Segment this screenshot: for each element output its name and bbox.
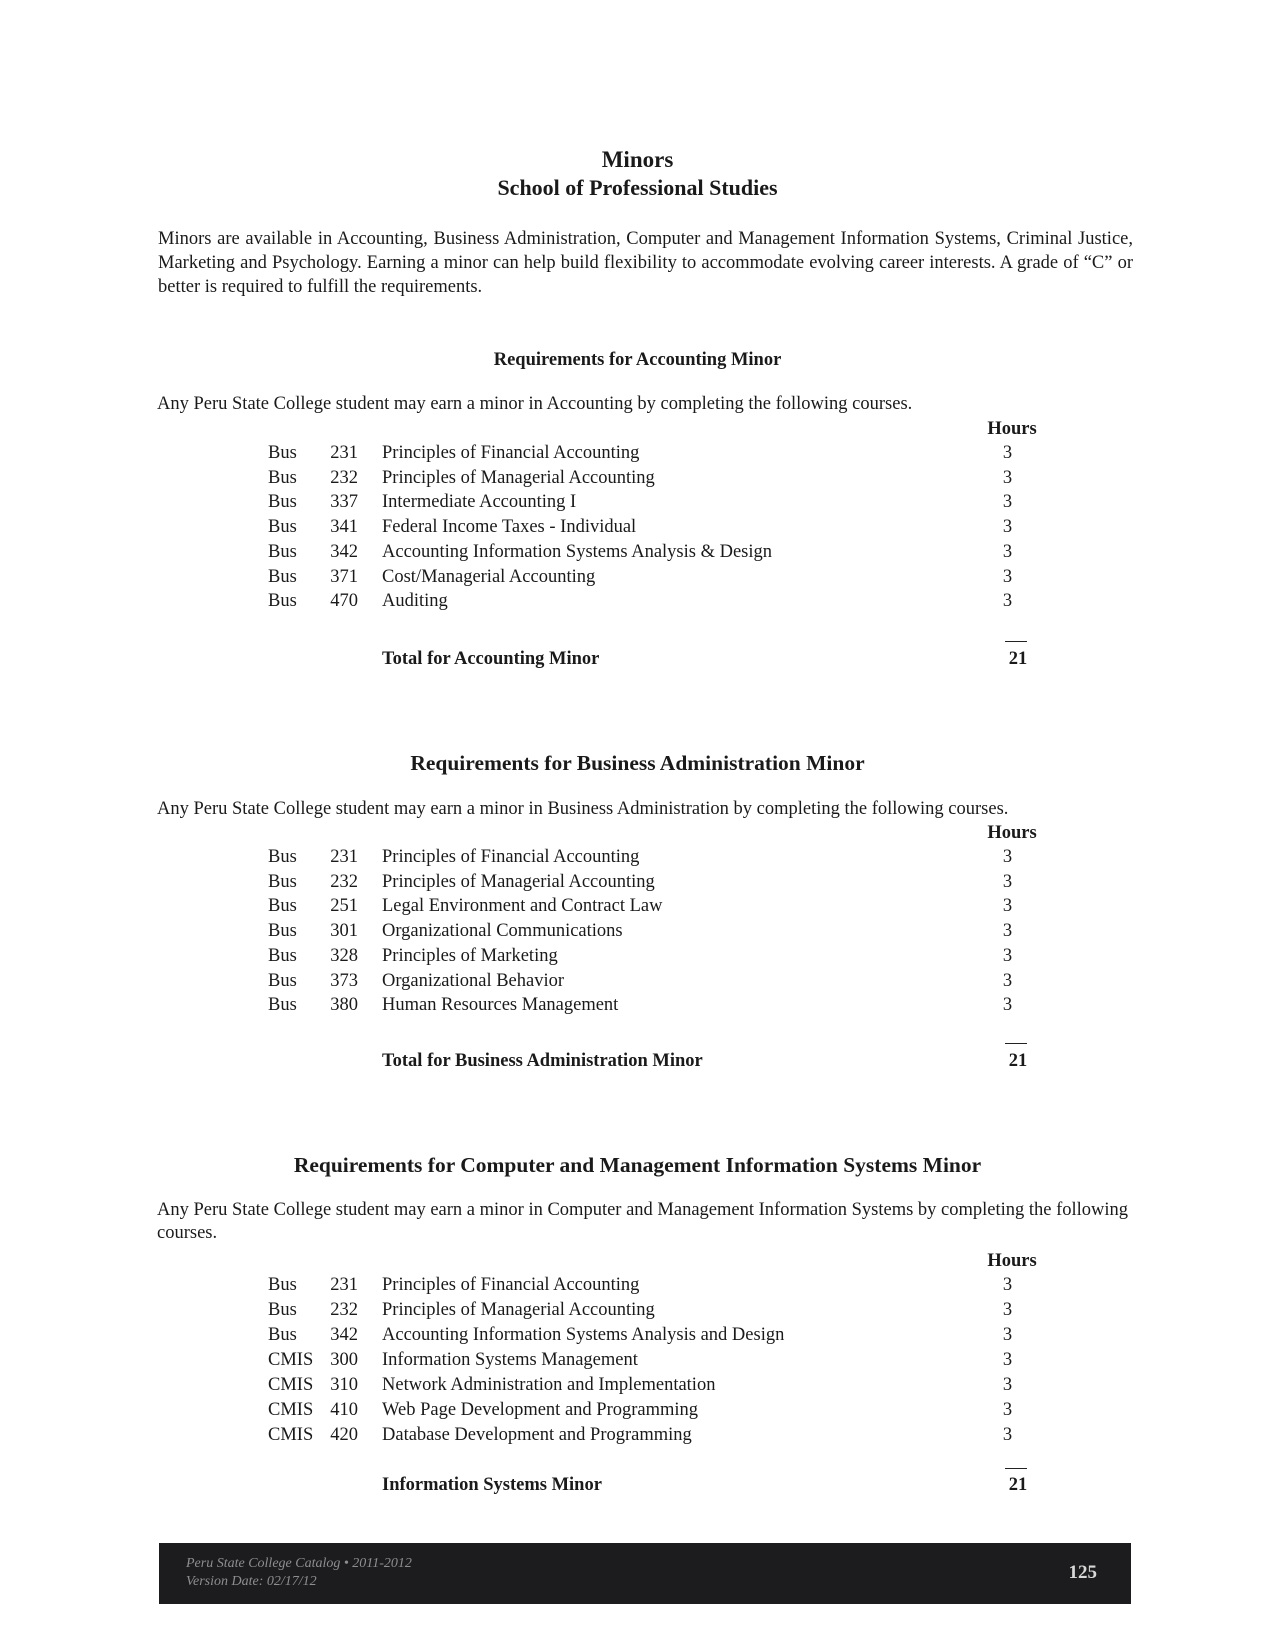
course-hours: 3: [1002, 591, 1013, 612]
course-number: 337: [330, 492, 358, 513]
course-dept: Bus: [268, 541, 297, 562]
hours-column-header: Hours: [987, 419, 1037, 439]
course-dept: Bus: [268, 847, 297, 867]
intro-paragraph: Minors are available in Accounting, Business Administration, Computer and Management Information Systems, Criminal Justice, Marketing and Psychology. Earning a minor can help build flexibility to accommodate evolving career interests. A grade of “C” or better is required to fulfill the requirements.: [158, 229, 1133, 297]
course-dept: Bus: [268, 896, 297, 917]
total-label: Total for Accounting Minor: [382, 649, 600, 669]
total-row: [0, 1049, 1275, 1075]
course-hours: 3: [1002, 566, 1013, 587]
course-hours: 3: [1002, 995, 1013, 1016]
course-dept: Bus: [268, 492, 297, 513]
course-title: Cost/Managerial Accounting: [382, 566, 596, 587]
course-title: Principles of Marketing: [382, 945, 558, 966]
business-administration-minor-section: [0, 750, 1275, 1070]
section-intro: Any Peru State College student may earn a minor in Accounting by completing the following courses.: [157, 394, 913, 414]
course-dept: Bus: [268, 945, 297, 966]
accounting-minor-section: [0, 348, 1275, 668]
course-row: [0, 565, 1275, 590]
course-row: [0, 870, 1275, 895]
page-subtitle: School of Professional Studies: [497, 175, 778, 200]
course-hours: 3: [1002, 1325, 1013, 1345]
course-dept: Bus: [268, 566, 297, 587]
footer-catalog: Peru State College Catalog • 2011-2012: [186, 1556, 412, 1571]
course-title: Accounting Information Systems Analysis and Design: [382, 1325, 785, 1345]
course-number: 310: [330, 1375, 358, 1395]
course-title: Principles of Managerial Accounting: [382, 871, 655, 892]
course-number: 231: [330, 443, 358, 463]
course-hours: 3: [1002, 1425, 1013, 1445]
page-title: Minors: [601, 147, 674, 172]
course-title: Web Page Development and Programming: [382, 1400, 699, 1420]
total-rule: [1005, 1043, 1027, 1044]
course-number: 231: [330, 1275, 358, 1295]
course-dept: Bus: [268, 1325, 297, 1345]
total-rule: [1005, 641, 1027, 642]
course-row: [0, 1348, 1275, 1373]
footer-bar: [159, 1543, 1131, 1604]
section-heading: Requirements for Business Administration Minor: [410, 751, 865, 775]
section-heading: Requirements for Accounting Minor: [493, 350, 782, 370]
course-number: 373: [330, 970, 358, 991]
section-intro: Any Peru State College student may earn a minor in Computer and Management Information Systems by completing the following courses.: [157, 1200, 1129, 1243]
course-row: [0, 1298, 1275, 1323]
course-dept: Bus: [268, 970, 297, 991]
course-hours: 3: [1002, 945, 1013, 966]
course-row: [0, 1373, 1275, 1398]
course-title: Human Resources Management: [382, 995, 619, 1016]
section-intro: Any Peru State College student may earn a minor in Business Administration by completing the following courses.: [157, 799, 1009, 819]
total-rule: [1005, 1468, 1027, 1469]
course-row: [0, 1423, 1275, 1448]
course-hours: 3: [1002, 541, 1013, 562]
course-number: 410: [330, 1400, 358, 1420]
course-dept: CMIS: [268, 1400, 314, 1420]
course-dept: Bus: [268, 1300, 297, 1320]
course-row: [0, 1273, 1275, 1298]
course-title: Information Systems Management: [382, 1350, 638, 1370]
course-row: [0, 993, 1275, 1018]
hours-column-header: Hours: [987, 1251, 1037, 1271]
course-row: [0, 1398, 1275, 1423]
course-number: 380: [330, 995, 358, 1016]
course-hours: 3: [1002, 1300, 1013, 1320]
course-number: 470: [330, 591, 358, 612]
course-hours: 3: [1002, 871, 1013, 892]
course-hours: 3: [1002, 467, 1013, 488]
course-title: Principles of Managerial Accounting: [382, 467, 655, 488]
total-label: Information Systems Minor: [382, 1475, 602, 1495]
course-number: 232: [330, 871, 358, 892]
total-row: [0, 647, 1275, 673]
course-title: Auditing: [382, 591, 448, 612]
course-row: [0, 969, 1275, 994]
course-title: Organizational Communications: [382, 921, 623, 942]
course-title: Legal Environment and Contract Law: [382, 896, 663, 917]
course-dept: CMIS: [268, 1350, 314, 1370]
course-title: Principles of Financial Accounting: [382, 847, 640, 867]
course-dept: Bus: [268, 467, 297, 488]
course-title: Database Development and Programming: [382, 1425, 692, 1445]
total-hours: 21: [1008, 1475, 1028, 1495]
page-number: 125: [1068, 1562, 1097, 1583]
course-hours: 3: [1002, 1350, 1013, 1370]
course-dept: CMIS: [268, 1375, 314, 1395]
course-number: 231: [330, 847, 358, 867]
course-title: Accounting Information Systems Analysis & Design: [382, 541, 773, 562]
course-hours: 3: [1002, 1275, 1013, 1295]
hours-column-header: Hours: [987, 823, 1037, 843]
course-row: [0, 845, 1275, 870]
course-dept: Bus: [268, 517, 297, 538]
course-number: 251: [330, 896, 358, 917]
course-title: Organizational Behavior: [382, 970, 565, 991]
course-number: 342: [330, 1325, 358, 1345]
course-hours: 3: [1002, 1400, 1013, 1420]
course-row: [0, 894, 1275, 919]
total-label: Total for Business Administration Minor: [382, 1051, 703, 1071]
course-hours: 3: [1002, 896, 1013, 917]
course-hours: 3: [1002, 1375, 1013, 1395]
course-number: 371: [330, 566, 358, 587]
course-title: Principles of Managerial Accounting: [382, 1300, 655, 1320]
section-heading: Requirements for Computer and Management Information Systems Minor: [293, 1153, 982, 1177]
course-hours: 3: [1002, 847, 1013, 867]
cmis-minor-section: [0, 1152, 1275, 1502]
course-number: 232: [330, 467, 358, 488]
course-dept: Bus: [268, 1275, 297, 1295]
course-number: 420: [330, 1425, 358, 1445]
course-number: 328: [330, 945, 358, 966]
course-row: [0, 919, 1275, 944]
course-hours: 3: [1002, 492, 1013, 513]
course-title: Principles of Financial Accounting: [382, 1275, 640, 1295]
course-dept: Bus: [268, 995, 297, 1016]
course-row: [0, 944, 1275, 969]
course-dept: CMIS: [268, 1425, 314, 1445]
course-row: [0, 1323, 1275, 1348]
course-hours: 3: [1002, 921, 1013, 942]
course-number: 301: [330, 921, 358, 942]
course-number: 300: [330, 1350, 358, 1370]
course-hours: 3: [1002, 970, 1013, 991]
course-dept: Bus: [268, 591, 297, 612]
course-number: 341: [330, 517, 358, 538]
course-title: Intermediate Accounting I: [382, 492, 577, 513]
course-row: [0, 540, 1275, 565]
total-hours: 21: [1008, 1051, 1028, 1071]
course-number: 232: [330, 1300, 358, 1320]
course-title: Principles of Financial Accounting: [382, 443, 640, 463]
course-row: [0, 589, 1275, 614]
course-row: [0, 490, 1275, 515]
course-dept: Bus: [268, 921, 297, 942]
total-row: [0, 1473, 1275, 1499]
course-number: 342: [330, 541, 358, 562]
course-dept: Bus: [268, 871, 297, 892]
course-row: [0, 515, 1275, 540]
course-row: [0, 441, 1275, 466]
total-hours: 21: [1008, 649, 1028, 669]
course-hours: 3: [1002, 517, 1013, 538]
course-title: Federal Income Taxes - Individual: [382, 517, 637, 538]
course-title: Network Administration and Implementation: [382, 1375, 716, 1395]
course-hours: 3: [1002, 443, 1013, 463]
footer-version: Version Date: 02/17/12: [186, 1574, 317, 1589]
course-dept: Bus: [268, 443, 297, 463]
course-row: [0, 466, 1275, 491]
